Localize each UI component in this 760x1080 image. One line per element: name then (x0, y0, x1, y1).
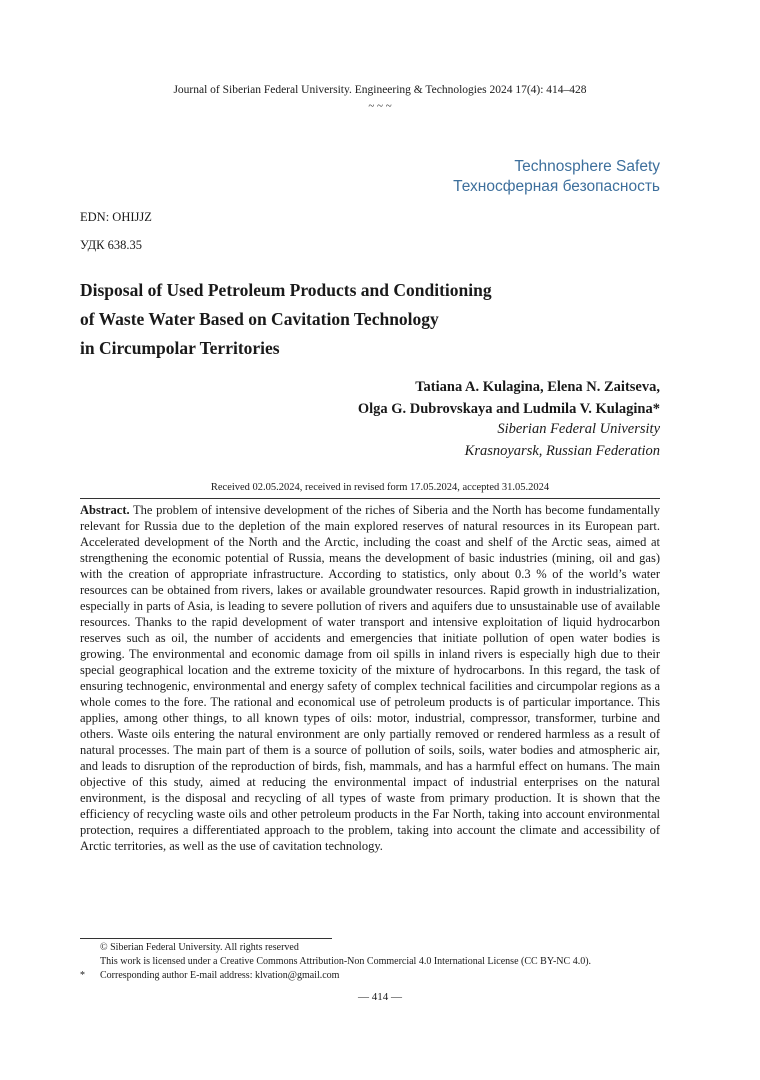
paper-title-line: in Circumpolar Territories (80, 338, 280, 358)
paper-title (80, 276, 600, 363)
affiliation-line: Krasnoyarsk, Russian Federation (464, 443, 660, 459)
paper-title-line: of Waste Water Based on Cavitation Technology (80, 309, 439, 329)
abstract-divider (80, 498, 660, 499)
authors-line: Tatiana A. Kulagina, Elena N. Zaitseva, (415, 379, 660, 395)
abstract (80, 502, 660, 854)
footnote-divider (80, 938, 332, 939)
abstract-text: The problem of intensive development of the riches of Siberia and the North has become fundamentally relevant for Russia due to the depletion of the main explored reserves of natural resources in its European part. Accelerated development of the North and the Arctic, including the coast and shelf of the Arctic seas, aimed at strengthening the economic potential of Russia, means the development of basic industries (mining, oil and gas) with the creation of appropriate infrastructure. According to statistics, only about 0.3 % of the world’s water resources can be obtained from rivers, lakes or available groundwater resources. Rapid growth in industrialization, especially in parts of Asia, is leading to severe pollution of rivers and aquifers due to unsustainable use of available resources. Thanks to the rapid development of water transport and intensive exploitation of liquid hydrocarbon reserves such as oil, the number of accidents and emergencies that initiate pollution of open water bodies is growing. The environmental and economic damage from oil spills in inland rivers is especially high due to their special geographical location and the extreme toxicity of the mixture of hydrocarbons. In this regard, the task of ensuring technogenic, environmental and energy safety of complex technical facilities and circumpolar regions as a whole comes to the fore. The rational and economical use of petroleum products is of particular importance. This applies, among other things, to all known types of oils: motor, industrial, compressor, transformer, turbine and others. Waste oils entering the natural environment are only partially removed or rendered harmless as a result of natural processes. The main part of them is a source of pollution of soils, soils, water bodies and atmospheric air, and leads to disruption of the reproduction of birds, fish, mammals, and has a harmful effect on humans. The main objective of this study, aimed at reducing the environmental impact of industrial enterprises on the natural environment, is the disposal and recycling of all types of waste from primary production. It is shown that the efficiency of recycling waste oils and other petroleum products in the Far North, taking into account environmental protection, requires a differentiated approach to the problem, taking into account the climate and accessibility of Arctic territories, as well as the use of cavitation technology. (80, 503, 660, 854)
license-note: This work is licensed under a Creative Commons Attribution-Non Commercial 4.0 International License (CC BY-NC 4.0). (100, 956, 592, 967)
udk-code: УДК 638.35 (80, 238, 142, 252)
footnote-star: * (80, 970, 85, 981)
authors-line: Olga G. Dubrovskaya and Ludmila V. Kulagina* (357, 401, 660, 417)
copyright-note: © Siberian Federal University. All rights reserved (100, 942, 299, 953)
header-separator: ~ ~ ~ (368, 100, 392, 112)
corresponding-author-email: Corresponding author E-mail address: klvation@gmail.com (100, 970, 340, 981)
section-heading-ru: Техносферная безопасность (453, 178, 660, 195)
page-number: — 414 — (358, 991, 402, 1003)
authors (160, 376, 660, 420)
paper-title-line: Disposal of Used Petroleum Products and Conditioning (80, 280, 492, 300)
affiliation-line: Siberian Federal University (497, 421, 660, 437)
abstract-label: Abstract. (80, 503, 130, 517)
journal-header: Journal of Siberian Federal University. Engineering & Technologies 2024 17(4): 414–428 (173, 84, 587, 96)
edn-code: EDN: OHIJJZ (80, 210, 152, 224)
received-dates: Received 02.05.2024, received in revised form 17.05.2024, accepted 31.05.2024 (210, 482, 550, 493)
section-heading-en: Technosphere Safety (514, 158, 660, 175)
affiliation (160, 418, 660, 462)
corresponding-author-note (80, 970, 660, 982)
